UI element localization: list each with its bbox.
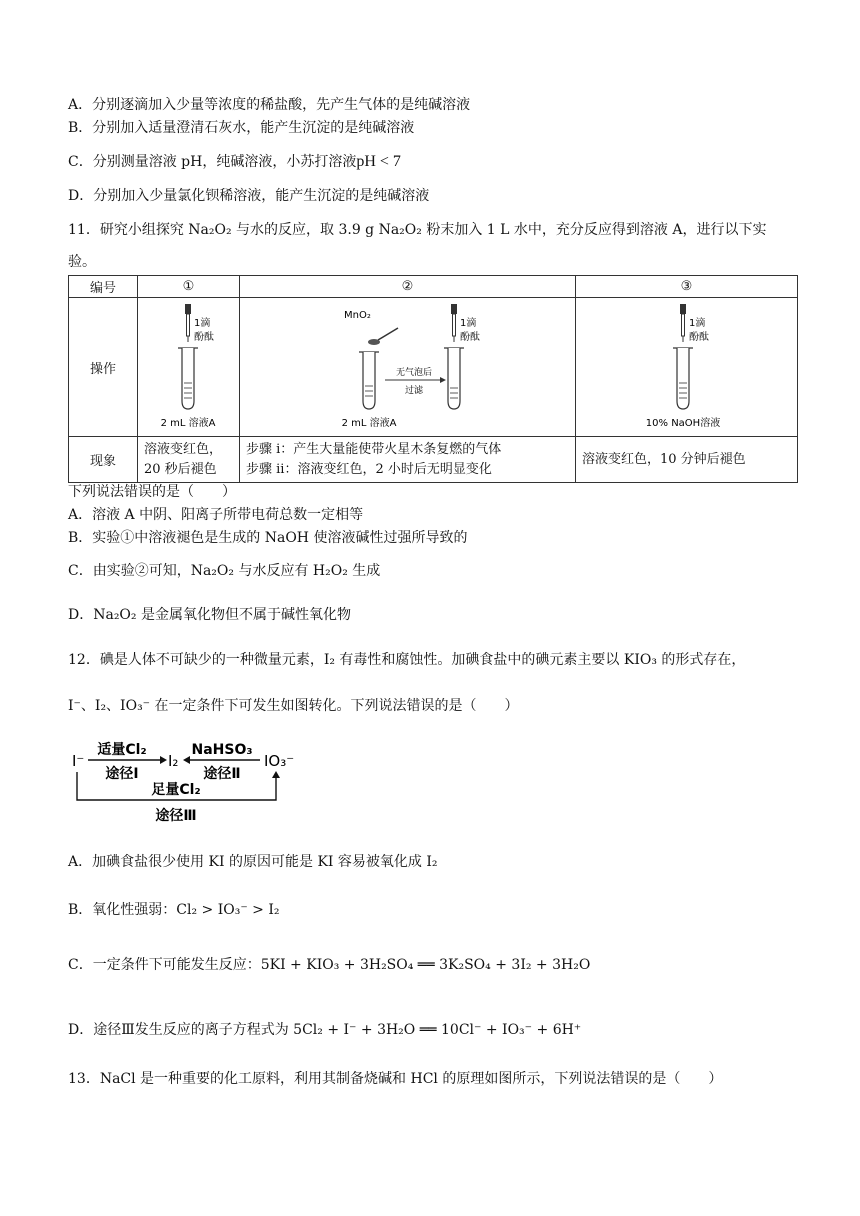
phenomenon-1 (138, 437, 240, 483)
exp1-indicator-label: 酚酞 (194, 332, 214, 343)
q11-option-d: D．Na₂O₂ 是金属氧化物但不属于碱性氧化物 (68, 607, 351, 623)
q10-option-b: B．分别加入适量澄清石灰水，能产生沉淀的是纯碱溶液 (68, 120, 415, 136)
phenomenon-2 (240, 437, 576, 483)
q12-stem-line1: 12．碘是人体不可缺少的一种微量元素，I₂ 有毒性和腐蚀性。加碘食盐中的碘元素主要以 KIO₃ 的形式存在， (68, 652, 746, 668)
exp3-indicator-label: 酚酞 (689, 332, 709, 343)
dropper-icon (451, 304, 457, 342)
test-tube-icon (178, 348, 198, 409)
q12-stem-line2: I⁻、I₂、IO₃⁻ 在一定条件下可发生如图转化。下列说法错误的是（ ） (68, 698, 519, 714)
experiment-table (68, 275, 798, 483)
test-tube-icon (359, 352, 379, 409)
table-operation-row (69, 298, 798, 437)
phenomenon-1-line1: 溶液变红色， (144, 441, 223, 457)
path2-reagent: NaHSO₃ (191, 742, 253, 758)
q11-stem-line2: 验。 (68, 254, 96, 270)
figure-exp-1 (138, 298, 240, 437)
q10-option-c (68, 152, 401, 172)
path1-reagent: 适量Cl₂ (97, 742, 147, 758)
q12-option-a: A．加碘食盐很少使用 KI 的原因可能是 KI 容易被氧化成 I₂ (68, 854, 438, 870)
table-operation-label: 操作 (69, 298, 138, 437)
q10-option-c-text: C．分别测量溶液 pH，纯碱溶液，小苏打溶液 (68, 154, 357, 170)
q13-stem: 13．NaCl 是一种重要的化工原料，利用其制备烧碱和 HCl 的原理如图所示，下列说法错误的是（ ） (68, 1071, 723, 1087)
q12-option-d: D．途径Ⅲ发生反应的离子方程式为 5Cl₂ + I⁻ + 3H₂O ══ 10Cl⁻ + IO₃⁻ + 6H⁺ (68, 1022, 582, 1038)
exp1-drop-label: 1滴 (194, 318, 211, 329)
q10-option-c-math: pH < 7 (356, 153, 401, 170)
q12-option-b: B．氧化性强弱：Cl₂ > IO₃⁻ > I₂ (68, 902, 280, 918)
table-header-row (69, 276, 798, 298)
species-io3: IO₃⁻ (264, 752, 295, 770)
phenomenon-2-line2: 步骤 ii：溶液变红色，2 小时后无明显变化 (246, 461, 492, 477)
species-i-minus: I⁻ (72, 752, 85, 770)
table-header-label: 编号 (69, 276, 138, 298)
q11-option-a: A．溶液 A 中阴、阳离子所带电荷总数一定相等 (68, 507, 364, 523)
phenomenon-1-line2: 20 秒后褪色 (144, 461, 217, 477)
exp3-caption: 10% NaOH溶液 (645, 418, 721, 429)
exp2-arrow-top: 无气泡后 (395, 368, 433, 378)
spatula-icon (368, 328, 398, 345)
q11-question: 下列说法错误的是（ ） (68, 484, 236, 500)
phenomenon-3: 溶液变红色，10 分钟后褪色 (576, 437, 798, 483)
q10-option-a: A．分别逐滴加入少量等浓度的稀盐酸，先产生气体的是纯碱溶液 (68, 97, 471, 113)
exp2-arrow-bottom: 过滤 (404, 386, 424, 396)
q11-option-b: B．实验①中溶液褪色是生成的 NaOH 使溶液碱性过强所导致的 (68, 530, 468, 546)
path3-label: 途径Ⅲ (155, 808, 197, 824)
iodine-conversion-diagram (68, 732, 295, 828)
species-i2: I₂ (168, 752, 179, 770)
path2-label: 途径Ⅱ (203, 766, 241, 782)
exp2-apparatus (240, 298, 575, 432)
q10-option-d: D．分别加入少量氯化钡稀溶液，能产生沉淀的是纯碱溶液 (68, 188, 430, 204)
path3-reagent: 足量Cl₂ (151, 782, 201, 798)
dropper-icon (185, 304, 191, 342)
figure-exp-2 (240, 298, 576, 437)
table-col-id-1: ① (138, 276, 240, 298)
dropper-icon (680, 304, 686, 342)
table-col-id-3: ③ (576, 276, 798, 298)
phenomenon-2-line1: 步骤 i：产生大量能使带火星木条复燃的气体 (246, 441, 502, 457)
test-tube-icon (673, 348, 693, 409)
exp3-apparatus (576, 298, 797, 432)
test-tube-icon (444, 348, 464, 409)
exp1-caption: 2 mL 溶液A (160, 418, 216, 429)
exp2-drop-label: 1滴 (460, 318, 477, 329)
q11-option-c: C．由实验②可知，Na₂O₂ 与水反应有 H₂O₂ 生成 (68, 563, 381, 579)
exp1-apparatus (138, 298, 239, 432)
path1-label: 途径Ⅰ (105, 766, 139, 782)
exp2-catalyst-label: MnO₂ (344, 310, 371, 321)
table-phenomenon-row (69, 437, 798, 483)
figure-exp-3 (576, 298, 798, 437)
table-phenomenon-label: 现象 (69, 437, 138, 483)
exp2-indicator-label: 酚酞 (460, 332, 480, 343)
table-col-id-2: ② (240, 276, 576, 298)
exp2-caption: 2 mL 溶液A (341, 418, 397, 429)
q11-stem-line1: 11．研究小组探究 Na₂O₂ 与水的反应，取 3.9 g Na₂O₂ 粉末加入 1 L 水中，充分反应得到溶液 A，进行以下实 (68, 222, 767, 238)
exp3-drop-label: 1滴 (689, 318, 706, 329)
q12-option-c: C．一定条件下可能发生反应：5KI + KIO₃ + 3H₂SO₄ ══ 3K₂SO₄ + 3I₂ + 3H₂O (68, 957, 591, 973)
